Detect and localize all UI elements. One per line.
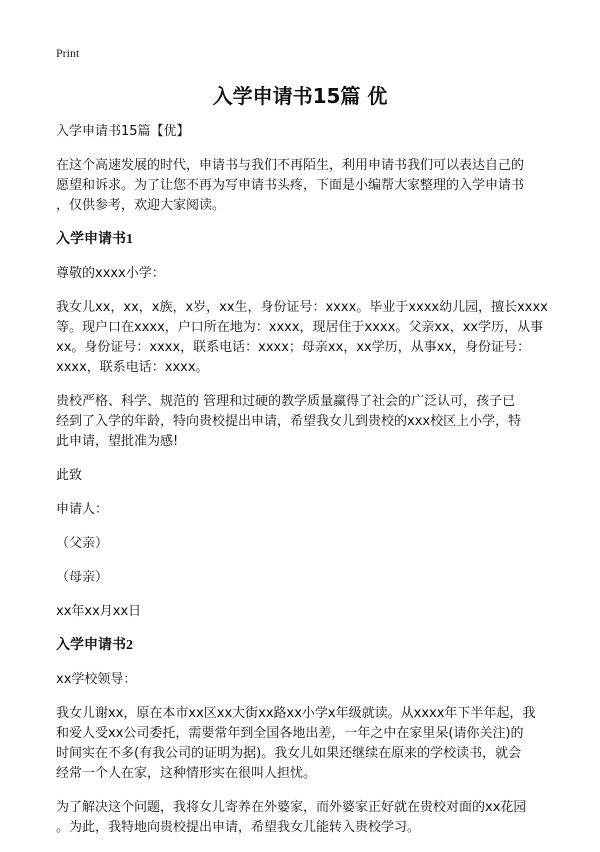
- section1-paragraph-2: [56, 392, 552, 452]
- text-line: 贵校严格、科学、规范的 管理和过硬的教学质量赢得了社会的广泛认可，孩子已: [56, 394, 516, 409]
- text-line: 经常一个人在家，这种情形实在很叫人担忧。: [56, 766, 317, 781]
- section-heading-2: 入学申请书2: [56, 638, 133, 653]
- applicant-label: 申请人：: [56, 502, 109, 517]
- text-line: 愿望和诉求。为了让您不再为写申请书头疼，下面是小编帮大家整理的入学申请书: [56, 178, 525, 193]
- section1-paragraph-1: [56, 298, 552, 378]
- document-title: 入学申请书15篇 优: [212, 84, 388, 108]
- text-line: 为了解决这个问题，我将女儿寄养在外婆家，而外婆家正好就在贵校对面的xx花园: [56, 800, 527, 815]
- text-line: 和爱人受xx公司委托，需要常年到全国各地出差，一年之中在家里呆(请你关注)的: [56, 726, 524, 741]
- text-line: xxxx，联系电话：xxxx。: [56, 360, 209, 375]
- intro-paragraph: [56, 156, 552, 216]
- salutation-1: 尊敬的xxxx小学：: [56, 266, 165, 281]
- print-label: Print: [56, 46, 80, 60]
- section-heading-1: 入学申请书1: [56, 232, 133, 247]
- text-line: 。为此，我特地向贵校提出申请，希望我女儿能转入贵校学习。: [56, 820, 421, 835]
- section2-paragraph-2: [56, 798, 552, 838]
- document-subtitle: 入学申请书15篇【优】: [56, 124, 190, 139]
- text-line: 此申请，望批准为感!: [56, 434, 179, 449]
- section2-paragraph-1: [56, 704, 552, 784]
- text-line: xx。身份证号：xxxx，联系电话：xxxx；母亲xx，xx学历，从事xx，身份证号：: [56, 340, 531, 355]
- text-line: 我女儿xx，xx，x族，x岁，xx生，身份证号：xxxx。毕业于xxxx幼儿园，擅长xxxx: [56, 300, 548, 315]
- text-line: ，仅供参考，欢迎大家阅读。: [56, 198, 226, 213]
- document-body: [56, 122, 552, 852]
- father-label: （父亲）: [56, 536, 109, 551]
- text-line: 我女儿谢xx，原在本市xx区xx大街xx路xx小学x年级就读。从xxxx年下半年起，我: [56, 706, 536, 721]
- mother-label: （母亲）: [56, 570, 109, 585]
- text-line: 经到了入学的年龄，特向贵校提出申请，希望我女儿到贵校的xxx校区上小学，特: [56, 414, 522, 429]
- date-line: xx年xx月xx日: [56, 604, 142, 619]
- text-line: 等。现户口在xxxx，户口所在地为：xxxx，现居住于xxxx。父亲xx，xx学历，从事: [56, 320, 544, 335]
- salutation-2: xx学校领导：: [56, 672, 137, 687]
- text-line: 时间实在不多(有我公司的证明为据)。我女儿如果还继续在原来的学校读书，就会: [56, 746, 522, 761]
- text-line: 在这个高速发展的时代，申请书与我们不再陌生，利用申请书我们可以表达自己的: [56, 158, 525, 173]
- closing-line: 此致: [56, 468, 83, 483]
